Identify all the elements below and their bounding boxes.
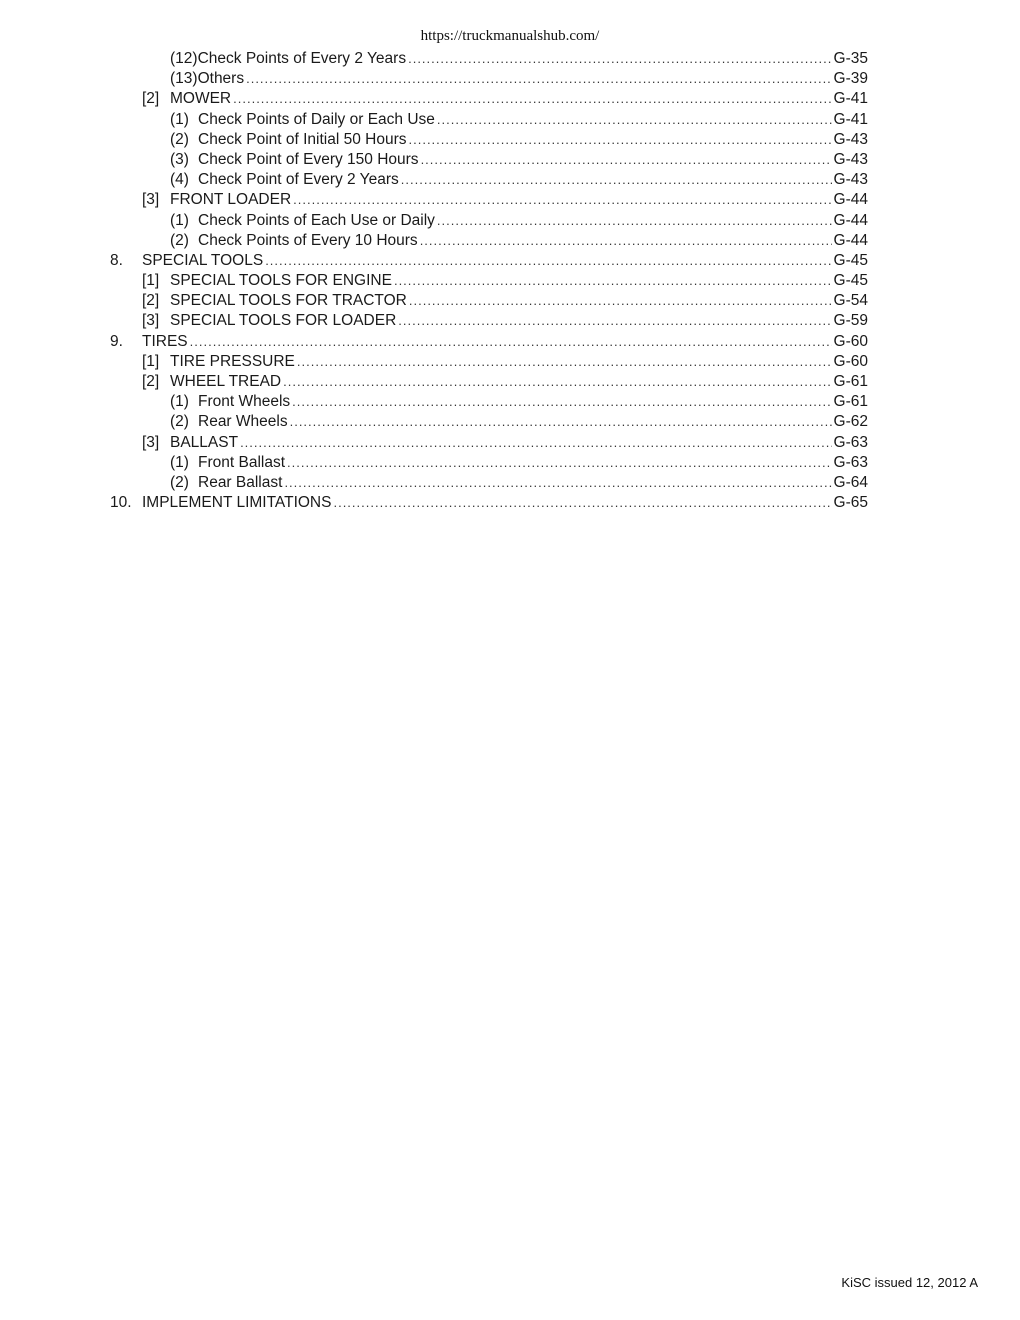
toc-entry-title: SPECIAL TOOLS FOR ENGINE — [170, 272, 392, 290]
toc-entry-number: (13) — [170, 70, 198, 88]
toc-entry-number: [1] — [142, 352, 160, 370]
toc-entry-number: [2] — [142, 90, 160, 108]
dot-leader — [398, 311, 831, 331]
toc-entry-title: IMPLEMENT LIMITATIONS — [142, 494, 332, 512]
toc-entry-number: 9. — [110, 332, 123, 350]
toc-entry[interactable] — [110, 433, 868, 453]
toc-entry-title: Others — [197, 70, 245, 88]
toc-entry-title: Check Points of Every 2 Years — [197, 50, 407, 67]
toc-entry-title: Rear Ballast — [198, 473, 283, 491]
toc-entry[interactable] — [110, 332, 868, 352]
dot-leader — [409, 130, 832, 150]
toc-entry-number: (1) — [170, 211, 189, 229]
toc-entry-number: [1] — [142, 272, 160, 290]
toc-entry-title: Front Ballast — [198, 453, 286, 471]
toc-entry-page: G-63 — [833, 453, 868, 471]
dot-leader — [409, 291, 832, 311]
toc-entry[interactable] — [110, 49, 868, 69]
toc-entry-page: G-65 — [833, 494, 868, 512]
toc-entry-title: BALLAST — [170, 433, 239, 451]
toc-entry-page: G-41 — [833, 90, 868, 108]
toc-entry[interactable] — [110, 110, 868, 130]
toc-entry-page: G-54 — [833, 292, 868, 310]
toc-entry-number: (12) — [170, 50, 198, 67]
toc-entry-number: (2) — [170, 231, 189, 249]
toc-entry-title: SPECIAL TOOLS FOR LOADER — [170, 312, 397, 330]
toc-entry-number: [3] — [142, 433, 160, 451]
toc-entry[interactable] — [110, 473, 868, 493]
dot-leader — [297, 352, 832, 372]
toc-entry-page: G-45 — [833, 272, 868, 290]
toc-entry-page: G-59 — [833, 312, 868, 330]
toc-entry-page: G-63 — [833, 433, 868, 451]
toc-entry-title: TIRE PRESSURE — [170, 352, 295, 370]
dot-leader — [437, 110, 832, 130]
dot-leader — [437, 211, 832, 231]
toc-entry[interactable] — [110, 170, 868, 190]
toc-entry[interactable] — [110, 211, 868, 231]
toc-entry-title: Check Points of Every 10 Hours — [198, 231, 418, 249]
issue-footer: KiSC issued 12, 2012 A — [841, 1275, 978, 1290]
toc-entry-title: TIRES — [142, 332, 188, 350]
table-of-contents — [110, 49, 868, 513]
toc-entry-title: WHEEL TREAD — [170, 373, 282, 390]
toc-entry[interactable] — [110, 251, 868, 271]
toc-entry-title: Front Wheels — [198, 393, 291, 411]
toc-entry-number: (4) — [170, 171, 189, 189]
dot-leader — [401, 170, 832, 190]
toc-entry-number: [3] — [142, 312, 160, 330]
dot-leader — [246, 69, 831, 89]
dot-leader — [240, 433, 831, 453]
toc-entry-page: G-44 — [833, 191, 868, 209]
toc-entry-title: MOWER — [170, 90, 232, 108]
toc-entry-page: G-39 — [833, 70, 868, 88]
toc-entry-page: G-45 — [833, 251, 868, 269]
toc-entry[interactable] — [110, 493, 868, 513]
toc-entry[interactable] — [110, 291, 868, 311]
toc-entry-number: (1) — [170, 393, 189, 411]
dot-leader — [292, 392, 831, 412]
toc-entry-page: G-61 — [833, 373, 868, 390]
toc-entry-number: (1) — [170, 453, 189, 471]
toc-entry-page: G-61 — [833, 393, 868, 411]
dot-leader — [293, 190, 831, 210]
toc-entry-page: G-60 — [833, 332, 868, 350]
toc-entry-title: Check Point of Every 2 Years — [198, 171, 399, 189]
toc-entry[interactable] — [110, 271, 868, 291]
toc-entry[interactable] — [110, 372, 868, 392]
toc-entry-page: G-44 — [833, 231, 868, 249]
toc-entry[interactable] — [110, 89, 868, 109]
toc-entry-page: G-64 — [833, 473, 868, 491]
toc-entry[interactable] — [110, 150, 868, 170]
dot-leader — [333, 493, 831, 513]
toc-entry-page: G-62 — [833, 413, 868, 431]
dot-leader — [408, 49, 831, 69]
toc-entry[interactable] — [110, 311, 868, 331]
dot-leader — [420, 231, 832, 251]
toc-entry-title: SPECIAL TOOLS — [142, 251, 264, 269]
toc-entry[interactable] — [110, 352, 868, 372]
toc-entry[interactable] — [110, 412, 868, 432]
dot-leader — [265, 251, 831, 271]
toc-entry-number: [3] — [142, 191, 160, 209]
dot-leader — [284, 473, 831, 493]
toc-entry[interactable] — [110, 190, 868, 210]
dot-leader — [233, 89, 831, 109]
toc-entry-title: Rear Wheels — [198, 413, 288, 431]
dot-leader — [190, 332, 832, 352]
toc-entry-number: (1) — [170, 110, 189, 128]
toc-entry[interactable] — [110, 231, 868, 251]
dot-leader — [421, 150, 832, 170]
toc-entry-title: FRONT LOADER — [170, 191, 292, 209]
toc-entry-page: G-43 — [833, 150, 868, 168]
toc-entry-number: 8. — [110, 251, 123, 269]
toc-entry[interactable] — [110, 69, 868, 89]
toc-entry-title: Check Point of Every 150 Hours — [198, 150, 419, 168]
toc-entry-title: Check Points of Each Use or Daily — [198, 211, 435, 229]
toc-entry-title: Check Point of Initial 50 Hours — [198, 130, 407, 148]
toc-entry-number: [2] — [142, 292, 160, 310]
toc-entry-title: Check Points of Daily or Each Use — [198, 110, 435, 128]
toc-entry-page: G-43 — [833, 171, 868, 189]
dot-leader — [283, 372, 831, 392]
dot-leader — [287, 453, 832, 473]
toc-entry-number: [2] — [142, 373, 160, 390]
dot-leader — [394, 271, 832, 291]
toc-entry-title: SPECIAL TOOLS FOR TRACTOR — [170, 292, 407, 310]
toc-entry-number: (2) — [170, 130, 189, 148]
toc-entry-page: G-41 — [833, 110, 868, 128]
toc-entry[interactable] — [110, 392, 868, 412]
toc-entry-page: G-35 — [833, 50, 868, 67]
toc-entry-number: (3) — [170, 150, 189, 168]
toc-entry-page: G-60 — [833, 352, 868, 370]
toc-entry[interactable] — [110, 130, 868, 150]
toc-entry-number: (2) — [170, 473, 189, 491]
source-url[interactable]: https://truckmanualshub.com/ — [420, 28, 600, 44]
toc-entry-number: 10. — [110, 494, 132, 512]
toc-entry-number: (2) — [170, 413, 189, 431]
toc-entry[interactable] — [110, 453, 868, 473]
toc-entry-page: G-44 — [833, 211, 868, 229]
toc-entry-page: G-43 — [833, 130, 868, 148]
dot-leader — [290, 412, 832, 432]
